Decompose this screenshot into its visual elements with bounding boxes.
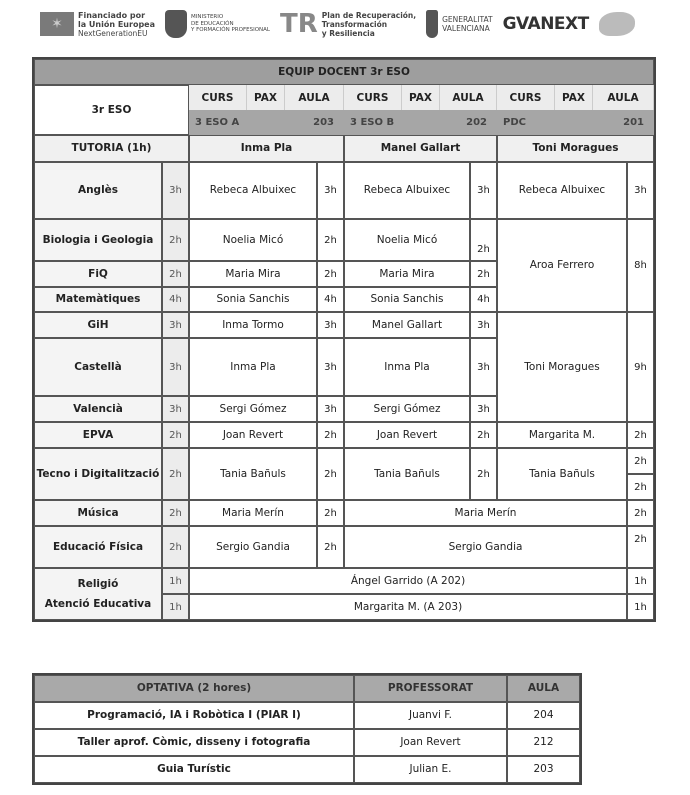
teacher-b: Joan Revert bbox=[344, 422, 470, 448]
ministerio-logo bbox=[165, 10, 270, 38]
pax-value bbox=[555, 110, 593, 135]
pax-label: PAX bbox=[555, 85, 593, 110]
aula-value: 202 bbox=[440, 110, 497, 135]
optativa-aula: 203 bbox=[507, 756, 580, 783]
teacher-a: Maria Mira bbox=[189, 261, 317, 287]
teacher-b-pdc: Sergio Gandia bbox=[344, 526, 627, 568]
tutoria-label: TUTORIA (1h) bbox=[34, 135, 189, 162]
plan-line3: y Resiliencia bbox=[321, 28, 375, 38]
spain-crest-icon bbox=[165, 10, 187, 38]
subject-name: Castellà bbox=[34, 338, 162, 396]
gva-line2: VALENCIANA bbox=[442, 24, 490, 33]
religio-name2: Atenció Educativa bbox=[44, 598, 152, 610]
religio-teacher-hours: 1h bbox=[627, 568, 654, 594]
teacher-b-hours: 2h bbox=[470, 448, 497, 500]
subject-hours: 3h bbox=[162, 162, 189, 219]
table-title: EQUIP DOCENT 3r ESO bbox=[34, 59, 654, 85]
subject-hours: 2h bbox=[162, 422, 189, 448]
teacher-a: Sergi Gómez bbox=[189, 396, 317, 422]
optativa-name: Taller aprof. Còmic, disseny i fotografia bbox=[34, 729, 354, 756]
teacher-b-hours: 3h bbox=[470, 396, 497, 422]
subject-hours: 2h bbox=[162, 448, 189, 500]
teacher-pdc: Margarita M. bbox=[497, 422, 627, 448]
eu-logo bbox=[40, 11, 155, 38]
tr-logo-icon: TR bbox=[279, 9, 318, 39]
teacher-a-hours: 3h bbox=[317, 396, 344, 422]
subject-hours: 3h bbox=[162, 396, 189, 422]
optativa-teacher: Juanvi F. bbox=[354, 702, 507, 729]
teacher-a-hours: 2h bbox=[317, 422, 344, 448]
teacher-pdc: Rebeca Albuixec bbox=[497, 162, 627, 219]
teacher-pdc-block-hours: 8h bbox=[627, 219, 654, 312]
aula-label: AULA bbox=[593, 85, 654, 110]
teacher-b: Rebeca Albuixec bbox=[344, 162, 470, 219]
teacher-a-hours: 3h bbox=[317, 338, 344, 396]
curs-label: CURS bbox=[189, 85, 247, 110]
aula-label: AULA bbox=[440, 85, 497, 110]
subject-hours: 3h bbox=[162, 312, 189, 338]
teacher-b-hours: 4h bbox=[470, 287, 497, 312]
subject-name: Valencià bbox=[34, 396, 162, 422]
religio-teacher: Ángel Garrido (A 202) bbox=[189, 568, 627, 594]
teacher-b-hours: 2h bbox=[470, 219, 497, 261]
optativa-table bbox=[32, 673, 582, 785]
funding-logos bbox=[40, 4, 650, 44]
optativa-teacher: Julian E. bbox=[354, 756, 507, 783]
religio-teacher-hours: 1h bbox=[627, 594, 654, 620]
subject-hours: 2h bbox=[162, 261, 189, 287]
teacher-a: Tania Bañuls bbox=[189, 448, 317, 500]
gva-crest-icon bbox=[426, 10, 438, 38]
professorat-header: PROFESSORAT bbox=[354, 675, 507, 702]
subject-name: EPVA bbox=[34, 422, 162, 448]
min-line3: Y FORMACIÓN PROFESIONAL bbox=[191, 27, 270, 34]
teacher-a-hours: 2h bbox=[317, 219, 344, 261]
subject-hours: 2h bbox=[162, 500, 189, 526]
eu-line3: NextGenerationEU bbox=[78, 28, 148, 38]
teacher-a: Inma Tormo bbox=[189, 312, 317, 338]
teacher-a: Sonia Sanchis bbox=[189, 287, 317, 312]
optativa-name: Guia Turístic bbox=[34, 756, 354, 783]
teacher-b: Sergi Gómez bbox=[344, 396, 470, 422]
optativa-aula: 204 bbox=[507, 702, 580, 729]
teacher-a-hours: 2h bbox=[317, 261, 344, 287]
teacher-a-hours: 3h bbox=[317, 312, 344, 338]
teacher-pdc-hours: 3h bbox=[627, 162, 654, 219]
pax-label: PAX bbox=[402, 85, 440, 110]
subject-name: Música bbox=[34, 500, 162, 526]
group-header-2 bbox=[497, 85, 654, 135]
subject-name: Biologia i Geologia bbox=[34, 219, 162, 261]
religio-subject bbox=[34, 568, 162, 620]
religio-teacher: Margarita M. (A 203) bbox=[189, 594, 627, 620]
subject-name: GiH bbox=[34, 312, 162, 338]
aula-value: 203 bbox=[285, 110, 344, 135]
gvanext-logo: GVANEXT bbox=[502, 14, 589, 34]
min-line2: DE EDUCACIÓN bbox=[191, 20, 234, 27]
teacher-b-hours: 2h bbox=[470, 422, 497, 448]
curs-label: CURS bbox=[497, 85, 555, 110]
plan-line2: Transformación bbox=[321, 19, 388, 29]
teacher-a-hours: 2h bbox=[317, 526, 344, 568]
plan-line1: Plan de Recuperación, bbox=[321, 10, 417, 20]
teacher-a: Rebeca Albuixec bbox=[189, 162, 317, 219]
min-line1: MINISTERIO bbox=[191, 14, 224, 21]
curs-label: CURS bbox=[344, 85, 402, 110]
teacher-pdc-block-hours: 9h bbox=[627, 312, 654, 422]
teacher-b-pdc-hours: 2h bbox=[627, 500, 654, 526]
subject-name: FiQ bbox=[34, 261, 162, 287]
teacher-pdc-block: Toni Moragues bbox=[497, 312, 627, 422]
subject-name: Anglès bbox=[34, 162, 162, 219]
optativa-aula: 212 bbox=[507, 729, 580, 756]
teacher-b-hours: 3h bbox=[470, 338, 497, 396]
group-header-0 bbox=[189, 85, 344, 135]
teacher-b: Noelia Micó bbox=[344, 219, 470, 261]
pax-value bbox=[247, 110, 285, 135]
teacher-a: Inma Pla bbox=[189, 338, 317, 396]
teacher-a: Maria Merín bbox=[189, 500, 317, 526]
gva-line1: GENERALITAT bbox=[442, 15, 493, 24]
teacher-a: Noelia Micó bbox=[189, 219, 317, 261]
curs-value: PDC bbox=[497, 110, 555, 135]
teacher-b-pdc: Maria Merín bbox=[344, 500, 627, 526]
subject-name: Tecno i Digitalització bbox=[34, 448, 162, 500]
religio-name1: Religió bbox=[77, 578, 119, 590]
teacher-b: Inma Pla bbox=[344, 338, 470, 396]
optativa-name: Programació, IA i Robòtica I (PIAR I) bbox=[34, 702, 354, 729]
teacher-b: Tania Bañuls bbox=[344, 448, 470, 500]
teacher-b-hours: 3h bbox=[470, 312, 497, 338]
aula-value: 201 bbox=[593, 110, 654, 135]
teacher-b-hours: 2h bbox=[470, 261, 497, 287]
grade-label: 3r ESO bbox=[34, 85, 189, 135]
teacher-a-hours: 3h bbox=[317, 162, 344, 219]
tutoria-teacher: Inma Pla bbox=[189, 135, 344, 162]
subject-name: Matemàtiques bbox=[34, 287, 162, 312]
curs-value: 3 ESO B bbox=[344, 110, 402, 135]
teacher-b: Maria Mira bbox=[344, 261, 470, 287]
eu-line2: la Unión Europea bbox=[78, 19, 155, 29]
teacher-pdc-hours: 2h bbox=[627, 422, 654, 448]
pax-label: PAX bbox=[247, 85, 285, 110]
aula-header: AULA bbox=[507, 675, 580, 702]
teacher-pdc-block: Aroa Ferrero bbox=[497, 219, 627, 312]
school-logo-icon bbox=[599, 12, 635, 36]
subject-hours: 3h bbox=[162, 338, 189, 396]
teacher-b: Sonia Sanchis bbox=[344, 287, 470, 312]
teacher-a: Joan Revert bbox=[189, 422, 317, 448]
teaching-team-table bbox=[32, 57, 656, 622]
teacher-pdc-hours: 2h bbox=[627, 448, 654, 474]
teacher-b: Manel Gallart bbox=[344, 312, 470, 338]
teacher-a: Sergio Gandia bbox=[189, 526, 317, 568]
tutoria-teacher: Toni Moragues bbox=[497, 135, 654, 162]
teacher-a-hours: 4h bbox=[317, 287, 344, 312]
subject-hours: 4h bbox=[162, 287, 189, 312]
eu-flag-icon bbox=[40, 12, 74, 36]
tutoria-teacher: Manel Gallart bbox=[344, 135, 497, 162]
optativa-header: OPTATIVA (2 hores) bbox=[34, 675, 354, 702]
religio-hours: 1h bbox=[162, 594, 189, 620]
religio-hours: 1h bbox=[162, 568, 189, 594]
plan-logo bbox=[280, 10, 416, 38]
teacher-b-pdc-hours: 2h bbox=[627, 526, 654, 568]
teacher-a-hours: 2h bbox=[317, 500, 344, 526]
curs-value: 3 ESO A bbox=[189, 110, 247, 135]
group-header-1 bbox=[344, 85, 497, 135]
subject-hours: 2h bbox=[162, 219, 189, 261]
optativa-teacher: Joan Revert bbox=[354, 729, 507, 756]
teacher-pdc-hours: 2h bbox=[627, 474, 654, 500]
gva-logo bbox=[426, 10, 492, 38]
eu-line1: Financiado por bbox=[78, 10, 146, 20]
subject-name: Educació Física bbox=[34, 526, 162, 568]
subject-hours: 2h bbox=[162, 526, 189, 568]
teacher-a-hours: 2h bbox=[317, 448, 344, 500]
teacher-pdc: Tania Bañuls bbox=[497, 448, 627, 500]
teacher-b-hours: 3h bbox=[470, 162, 497, 219]
pax-value bbox=[402, 110, 440, 135]
aula-label: AULA bbox=[285, 85, 344, 110]
